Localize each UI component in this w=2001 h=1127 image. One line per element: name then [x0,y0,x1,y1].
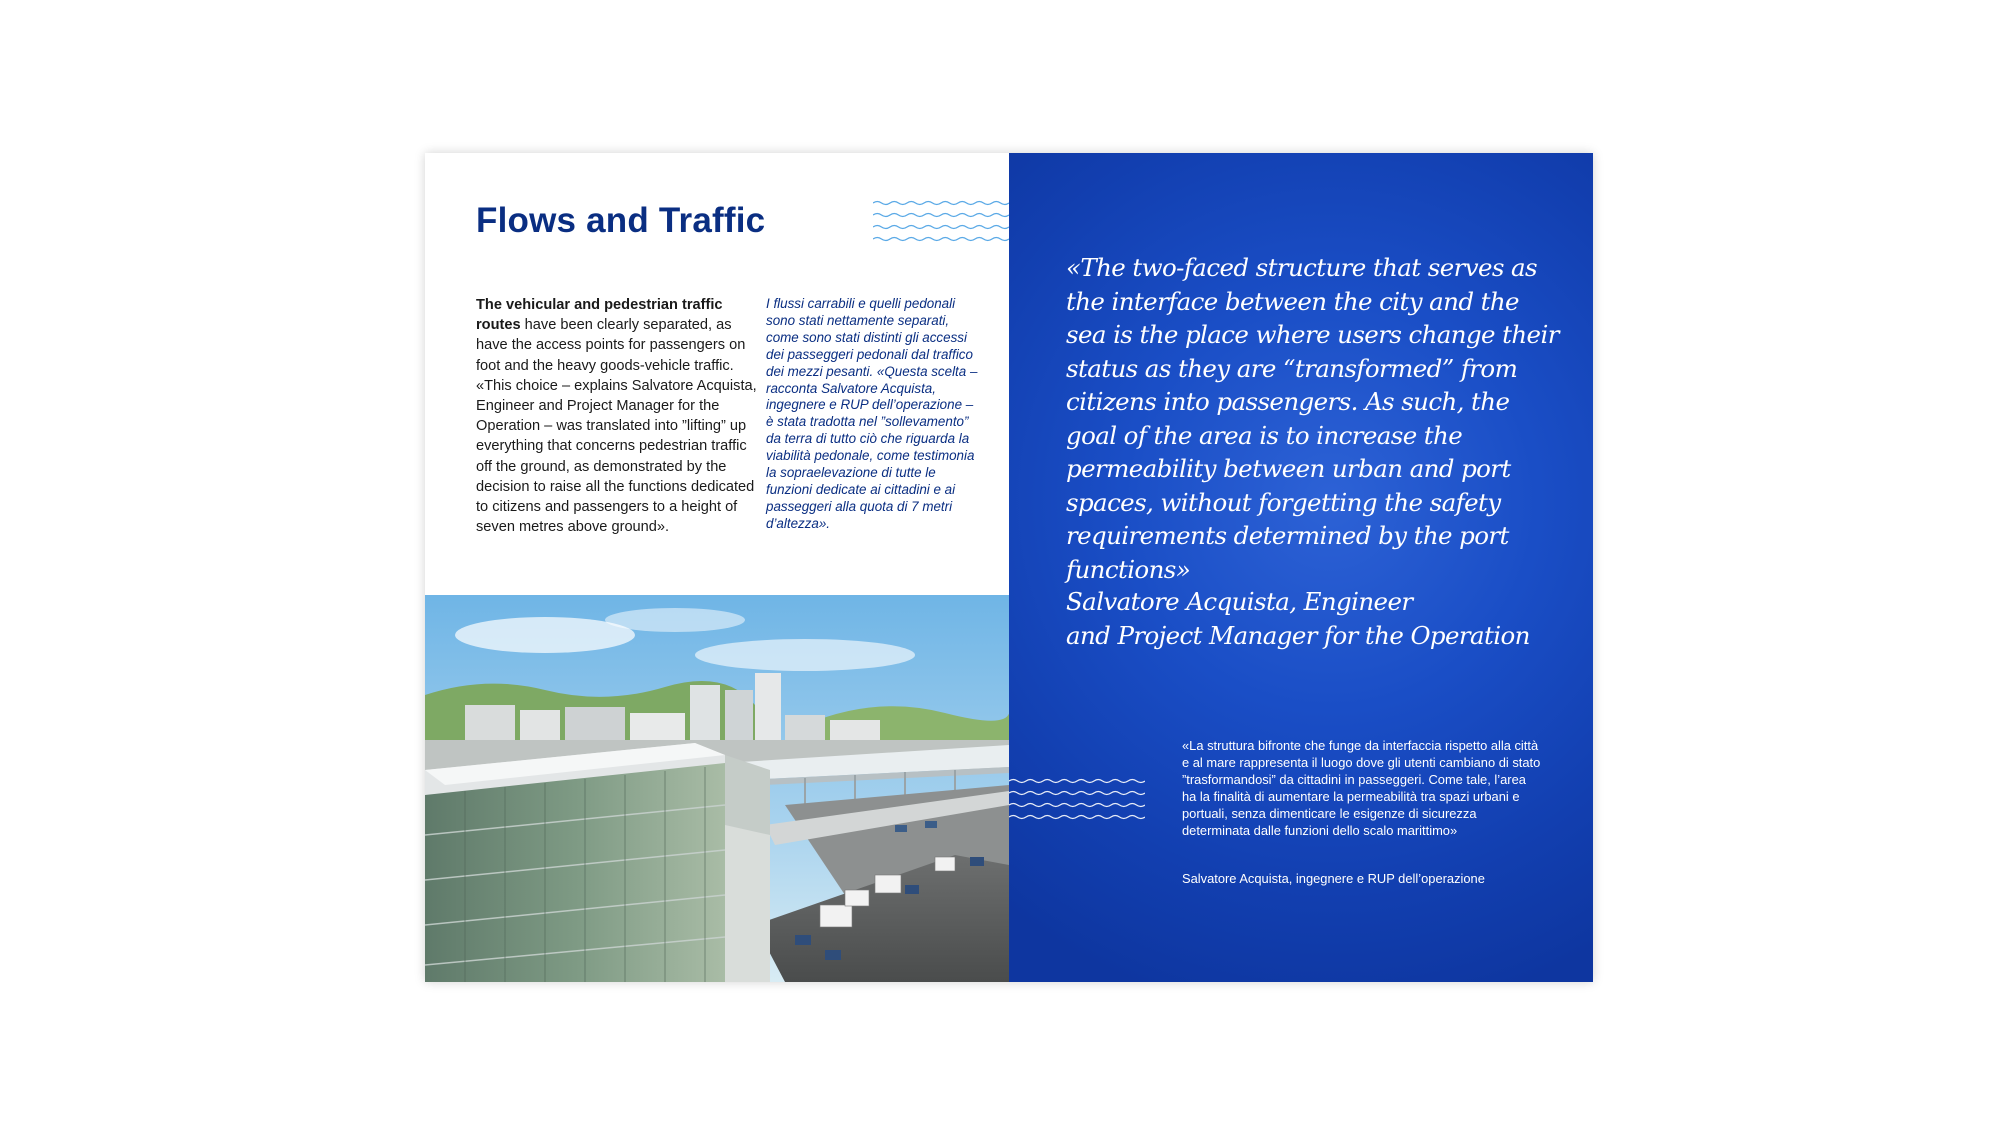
wave-lines-decoration [873,199,1009,245]
english-quote: «The two-faced structure that serves as the interface between the city and the sea is the place where users change their status as they are “transformed” from citizens into passengers. As such, the goal of the area is to increase the permeability between urban and port spaces, without forgetting the safety requirements determined by the port functions» [1066,253,1559,584]
italian-body-text: I flussi carrabili e quelli pedonali sono stati nettamente separati, come sono stati distinti gli accessi dei passeggeri pedonali dal traffico dei mezzi pesanti. «Questa scelta – racconta Salvatore Acquista, ingegnere e RUP dell’operazione – è stata tradotta nel ”sollevamento” da terra di tutto ciò che riguarda la viabilità pedonale, come testimonia la sopraelevazione di tutte le funzioni dedicate ai cittadini e ai passeggeri alla quota di 7 metri d’altezza». [766,296,978,531]
english-body-text [476,295,758,537]
right-page [1009,153,1593,982]
english-quote-author [1066,585,1566,652]
author-line-2: and Project Manager for the Operation [1066,620,1530,650]
brochure-spread [425,153,1593,982]
page-title: Flows and Traffic [476,201,766,240]
left-page [425,153,1009,982]
terminal-rendering-image [425,595,1009,982]
english-body-rest: have been clearly separated, as have the access points for passengers on foot and the heavy goods-vehicle traffic. «This choice – explains Salvatore Acquista, Engineer and Project Manager for the Operation – was translated into ”lifting” up everything that concerns pedestrian traffic off the ground, as demonstrated by the decision to raise all the functions dedicated to citizens and passengers to a height of seven metres above ground». [476,317,757,536]
english-lead-text: The vehicular and pedestrian traffic routes [476,297,723,334]
italian-quote-author: Salvatore Acquista, ingegnere e RUP dell’operazione [1182,871,1485,886]
italian-quote: «La struttura bifronte che funge da interfaccia rispetto alla città e al mare rappresenta il luogo dove gli utenti cambiano di stato ”trasformandosi” da cittadini in passeggeri. Come tale, l’area ha la finalità di aumentare la permeabilità tra spazi urbani e portuali, senza dimenticare le esigenze di sicurezza determinata dalle funzioni dello scalo marittimo» [1182,738,1541,838]
wave-lines-decoration-center [1009,777,1145,823]
author-line-1: Salvatore Acquista, Engineer [1066,587,1413,616]
